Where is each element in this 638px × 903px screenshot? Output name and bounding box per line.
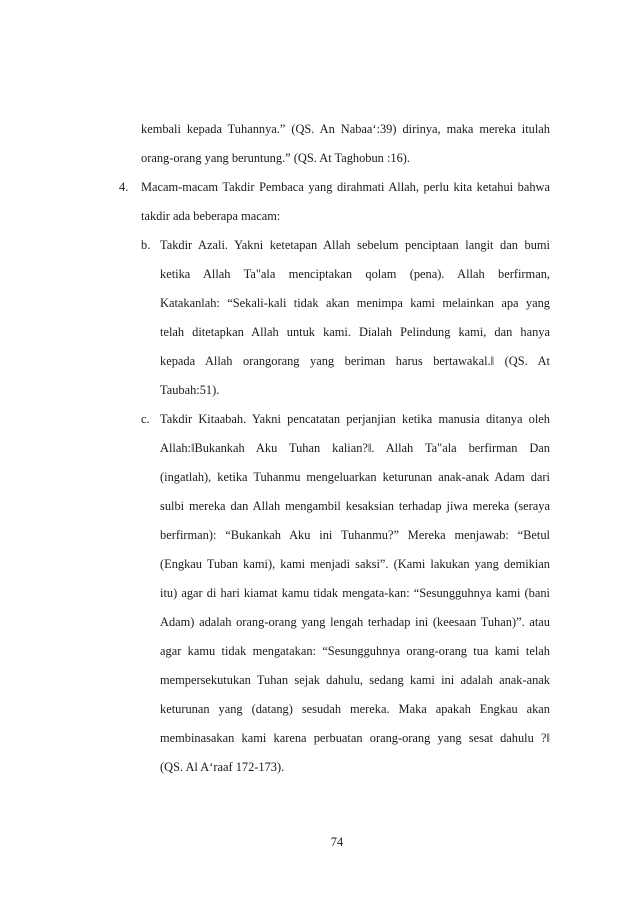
continuation-line-1: kembali kepada Tuhannya.” (QS. An Nabaa‘:39) dirinya, maka mereka itulah [141,122,550,136]
item-b-line-4: telah ditetapkan Allah untuk kami. Dialah Pelindung kami, dan hanya [160,325,550,339]
item-c-line-2: Allah:‖Bukankah Aku Tuhan kalian?‖. Allah Ta"ala berfirman Dan [160,441,550,455]
sub-item-letter-c: c. [141,412,150,426]
page-number: 74 [330,835,344,849]
item-c-line-13: (QS. Al A‘raaf 172-173). [160,760,285,774]
item-c-line-7: itu) agar di hari kiamat kamu tidak mengata-kan: “Sesungguhnya kami (bani [160,586,550,600]
item-c-line-11: keturunan yang (datang) sesudah mereka. Maka apakah Engkau akan [160,702,550,716]
item-c-line-9: agar kamu tidak mengatakan: “Sesungguhnya orang-orang tua kami telah [160,644,550,658]
item-c-line-4: sulbi mereka dan Allah mengambil kesaksian terhadap jiwa mereka (seraya [160,499,550,513]
item-c-line-8: Adam) adalah orang-orang yang lengah terhadap ini (keesaan Tuhan)”. atau [160,615,550,629]
item-c-line-5: berfirman): “Bukankah Aku ini Tuhanmu?” Mereka menjawab: “Betul [160,528,550,542]
list-item-number-4: 4. [119,180,129,194]
continuation-line-2: orang-orang yang beruntung.” (QS. At Taghobun :16). [141,151,411,165]
item-b-line-2: ketika Allah Ta"ala menciptakan qolam (pena). Allah berfirman, [160,267,550,281]
item-b-line-5: kepada Allah orangorang yang beriman harus bertawakal.‖ (QS. At [160,354,550,368]
item-b-line-3: Katakanlah: “Sekali-kali tidak akan menimpa kami melainkan apa yang [160,296,550,310]
sub-item-letter-b: b. [141,238,151,252]
item4-line-2: takdir ada beberapa macam: [141,209,281,223]
item4-line-1: Macam-macam Takdir Pembaca yang dirahmati Allah, perlu kita ketahui bahwa [141,180,550,194]
item-c-line-10: mempersekutukan Tuhan sejak dahulu, sedang kami ini adalah anak-anak [160,673,550,687]
item-b-line-1: Takdir Azali. Yakni ketetapan Allah sebelum penciptaan langit dan bumi [160,238,550,252]
item-b-line-6: Taubah:51). [160,383,220,397]
item-c-line-6: (Engkau Tuban kami), kami menjadi saksi”. (Kami lakukan yang demikian [160,557,550,571]
item-c-line-12: membinasakan kami karena perbuatan orang-orang yang sesat dahulu ?‖ [160,731,550,745]
item-c-line-3: (ingatlah), ketika Tuhanmu mengeluarkan keturunan anak-anak Adam dari [160,470,550,484]
item-c-line-1: Takdir Kitaabah. Yakni pencatatan perjanjian ketika manusia ditanya oleh [160,412,550,426]
